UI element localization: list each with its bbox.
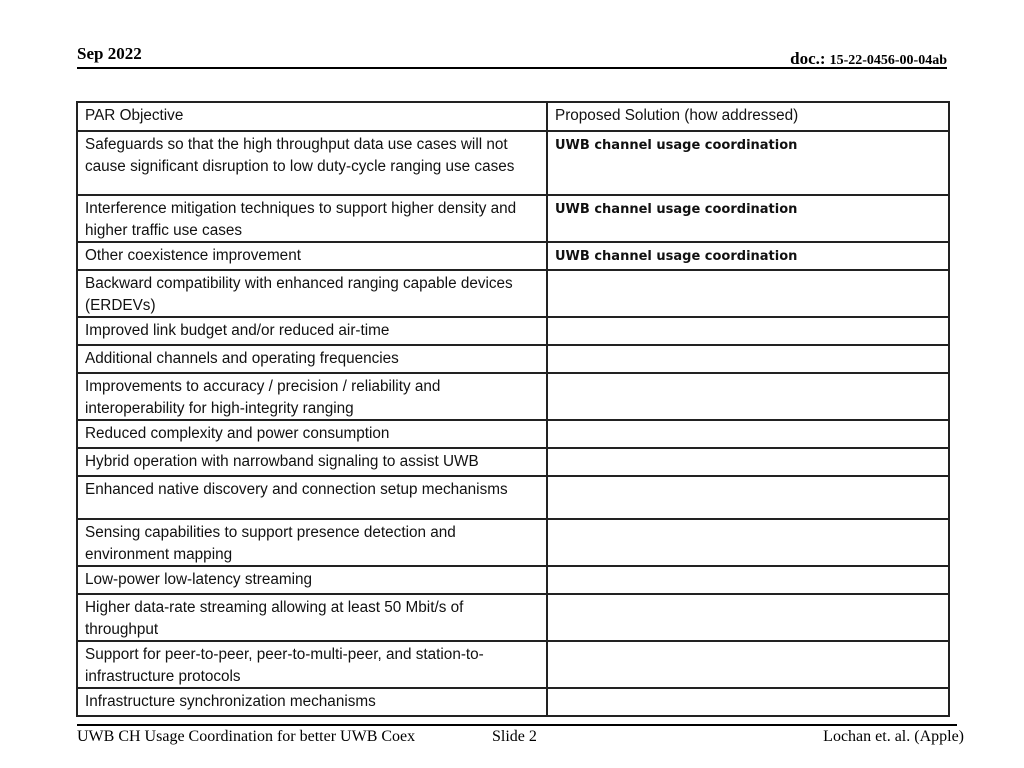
header-doc-id bbox=[790, 49, 947, 69]
solution-cell bbox=[547, 476, 949, 519]
table-row bbox=[77, 131, 949, 195]
footer-slide-number: Slide 2 bbox=[492, 728, 537, 745]
table-row bbox=[77, 242, 949, 270]
objective-cell: Infrastructure synchronization mechanisms bbox=[77, 688, 547, 716]
solution-cell bbox=[547, 519, 949, 566]
par-objectives-table bbox=[76, 101, 950, 717]
solution-cell bbox=[547, 317, 949, 345]
table-row bbox=[77, 195, 949, 242]
objective-cell: Backward compatibility with enhanced ranging capable devices (ERDEVs) bbox=[77, 270, 547, 317]
solution-cell bbox=[547, 270, 949, 317]
solution-cell bbox=[547, 420, 949, 448]
solution-cell: UWB channel usage coordination bbox=[547, 131, 949, 195]
objective-cell: Improvements to accuracy / precision / reliability and interoperability for high-integrity ranging bbox=[77, 373, 547, 420]
footer-rule bbox=[77, 724, 957, 726]
objective-cell: Additional channels and operating frequencies bbox=[77, 345, 547, 373]
header-date: Sep 2022 bbox=[77, 44, 142, 63]
footer-title: UWB CH Usage Coordination for better UWB Coex bbox=[77, 728, 416, 745]
solution-cell: UWB channel usage coordination bbox=[547, 195, 949, 242]
doc-label: doc.: bbox=[790, 49, 826, 68]
doc-number: 15-22-0456-00-04ab bbox=[829, 53, 947, 68]
solution-cell bbox=[547, 373, 949, 420]
table-row bbox=[77, 270, 949, 317]
solution-cell bbox=[547, 594, 949, 641]
table-row bbox=[77, 345, 949, 373]
table-row bbox=[77, 566, 949, 594]
table-header-row bbox=[77, 102, 949, 131]
objective-cell: Reduced complexity and power consumption bbox=[77, 420, 547, 448]
table-row bbox=[77, 317, 949, 345]
table-row bbox=[77, 519, 949, 566]
table-row bbox=[77, 688, 949, 716]
objective-cell: Support for peer-to-peer, peer-to-multi-peer, and station-to-infrastructure protocols bbox=[77, 641, 547, 688]
table-row bbox=[77, 641, 949, 688]
table-row bbox=[77, 594, 949, 641]
header-cell-solution: Proposed Solution (how addressed) bbox=[547, 102, 949, 131]
objective-cell: Interference mitigation techniques to support higher density and higher traffic use cases bbox=[77, 195, 547, 242]
objective-cell: Safeguards so that the high throughput data use cases will not cause significant disruption to low duty-cycle ranging use cases bbox=[77, 131, 547, 195]
table-row bbox=[77, 448, 949, 476]
objective-cell: Enhanced native discovery and connection setup mechanisms bbox=[77, 476, 547, 519]
objective-cell: Improved link budget and/or reduced air-time bbox=[77, 317, 547, 345]
header-cell-objective: PAR Objective bbox=[77, 102, 547, 131]
footer-author: Lochan et. al. (Apple) bbox=[823, 728, 964, 745]
solution-cell bbox=[547, 448, 949, 476]
objective-cell: Other coexistence improvement bbox=[77, 242, 547, 270]
objective-cell: Low-power low-latency streaming bbox=[77, 566, 547, 594]
solution-cell bbox=[547, 345, 949, 373]
table-row bbox=[77, 373, 949, 420]
solution-cell bbox=[547, 566, 949, 594]
objective-cell: Hybrid operation with narrowband signaling to assist UWB bbox=[77, 448, 547, 476]
table-row bbox=[77, 420, 949, 448]
solution-cell bbox=[547, 688, 949, 716]
table-row bbox=[77, 476, 949, 519]
objective-cell: Higher data-rate streaming allowing at least 50 Mbit/s of throughput bbox=[77, 594, 547, 641]
header-rule bbox=[77, 67, 947, 69]
solution-cell bbox=[547, 641, 949, 688]
objective-cell: Sensing capabilities to support presence detection and environment mapping bbox=[77, 519, 547, 566]
solution-cell: UWB channel usage coordination bbox=[547, 242, 949, 270]
